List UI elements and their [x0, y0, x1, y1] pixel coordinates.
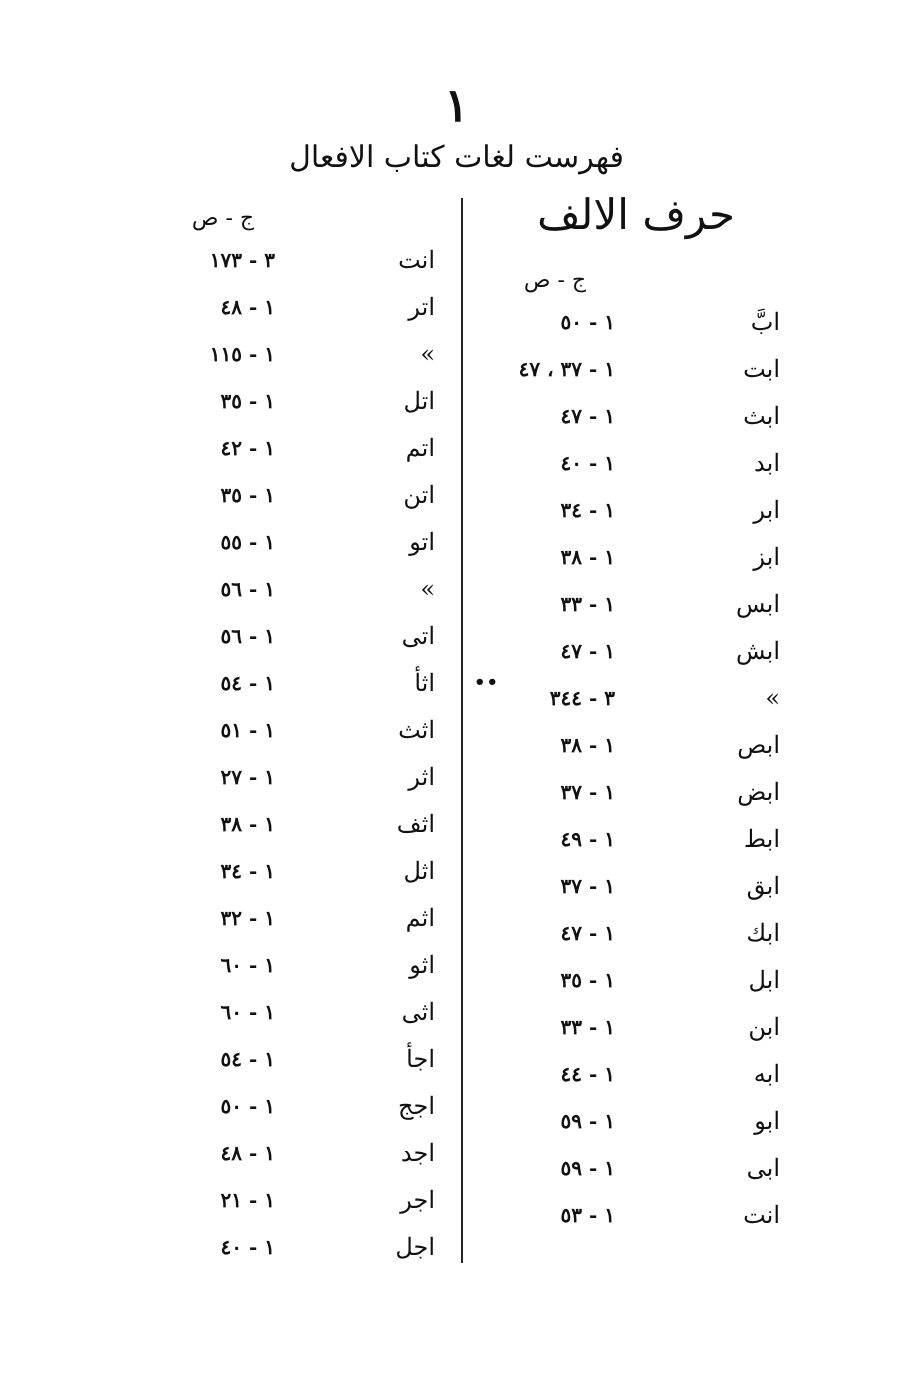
- index-entry: [480, 1054, 780, 1094]
- column-divider: [461, 198, 463, 1263]
- entry-reference: ١ - ٣٥: [220, 483, 275, 507]
- index-entry: [170, 1039, 435, 1079]
- entry-word: اتو: [409, 528, 435, 556]
- index-entry: [170, 992, 435, 1032]
- entry-word: اجد: [400, 1139, 435, 1167]
- entry-reference: ١ - ٥٦: [220, 577, 275, 601]
- entry-word: ابش: [736, 637, 780, 665]
- entry-word: ابث: [743, 402, 780, 430]
- entry-reference: ١ - ٥٠: [220, 1094, 275, 1118]
- entry-reference: ١ - ٥٠: [560, 310, 615, 334]
- index-entry: [480, 819, 780, 859]
- index-entry: [480, 443, 780, 483]
- section-heading: حرف الالف: [537, 190, 735, 239]
- entry-reference: ١ - ٥١: [220, 718, 275, 742]
- index-entry: [170, 1227, 435, 1267]
- index-entry: [170, 475, 435, 515]
- index-entry: [170, 1133, 435, 1173]
- index-entry: [170, 804, 435, 844]
- index-entry: [170, 945, 435, 985]
- entry-word: اثل: [403, 857, 435, 885]
- entry-reference: ١ - ٣٤: [560, 498, 615, 522]
- index-entry: [480, 302, 780, 342]
- index-entry: [170, 522, 435, 562]
- entry-word: اثف: [396, 810, 435, 838]
- index-entry: [170, 710, 435, 750]
- entry-word: اثر: [408, 763, 435, 791]
- entry-reference: ١ - ٤٤: [560, 1062, 615, 1086]
- entry-word: اتم: [405, 434, 435, 462]
- entry-word: ابَّ: [750, 308, 780, 336]
- entry-reference: ١ - ٥٤: [220, 671, 275, 695]
- entry-word: اجأ: [406, 1045, 435, 1073]
- entry-word: انت: [743, 1201, 780, 1229]
- right-column-header: ج - ص: [523, 268, 587, 293]
- entry-reference: ١ - ٤٨: [220, 295, 275, 319]
- entry-reference: ٣ - ١٧٣: [209, 248, 275, 272]
- entry-word: اجل: [395, 1233, 435, 1261]
- entry-word: اجج: [398, 1092, 435, 1120]
- entry-reference: ١ - ٣٧: [560, 780, 615, 804]
- index-entry: [480, 1195, 780, 1235]
- entry-word: ابت: [743, 355, 780, 383]
- entry-word: اثث: [398, 716, 435, 744]
- index-entry: [480, 678, 780, 718]
- entry-word: اجر: [400, 1186, 435, 1214]
- entry-word: ابس: [736, 590, 780, 618]
- entry-word: اثم: [405, 904, 435, 932]
- index-entry: [480, 584, 780, 624]
- entry-reference: ١ - ٤٩: [560, 827, 615, 851]
- index-entry: [170, 569, 435, 609]
- index-entry: [170, 428, 435, 468]
- entry-reference: ١ - ٤٧: [560, 639, 615, 663]
- entry-reference: ١ - ٤٢: [220, 436, 275, 460]
- index-entry: [170, 1086, 435, 1126]
- index-entry: [480, 490, 780, 530]
- entry-reference: ١ - ٤٨: [220, 1141, 275, 1165]
- index-entry: [170, 287, 435, 327]
- entry-word: اثى: [401, 998, 435, 1026]
- index-entry: [480, 349, 780, 389]
- entry-word: ابى: [746, 1154, 780, 1182]
- entry-reference: ١ - ٤٠: [220, 1235, 275, 1259]
- entry-word: اتى: [401, 622, 435, 650]
- page-number: ١: [444, 78, 469, 132]
- entry-word: ابه: [753, 1060, 780, 1088]
- entry-word: ابك: [746, 919, 780, 947]
- index-entry: [170, 898, 435, 938]
- entry-reference: ١ - ٣٧ ، ٤٧: [518, 357, 615, 381]
- index-entry: [480, 960, 780, 1000]
- index-entry: [480, 631, 780, 671]
- entry-word: اتن: [403, 481, 435, 509]
- index-entry: [170, 1180, 435, 1220]
- entry-reference: ١ - ٢٧: [220, 765, 275, 789]
- entry-word: »: [420, 340, 435, 368]
- entry-word: انت: [398, 246, 435, 274]
- stray-mark: ••: [474, 672, 500, 693]
- entry-reference: ١ - ٤٧: [560, 921, 615, 945]
- page-title: فهرست لغات كتاب الافعال: [289, 140, 624, 175]
- entry-reference: ١ - ٣٧: [560, 874, 615, 898]
- entry-word: »: [420, 575, 435, 603]
- index-entry: [170, 616, 435, 656]
- entry-reference: ١ - ٣٥: [560, 968, 615, 992]
- entry-word: ابط: [743, 825, 780, 853]
- entry-reference: ١ - ٥٦: [220, 624, 275, 648]
- index-entry: [480, 396, 780, 436]
- index-entry: [170, 240, 435, 280]
- index-entry: [170, 334, 435, 374]
- entry-reference: ١ - ٢١: [220, 1188, 275, 1212]
- index-entry: [170, 757, 435, 797]
- index-entry: [170, 663, 435, 703]
- index-entry: [480, 537, 780, 577]
- entry-word: ابض: [737, 778, 780, 806]
- entry-reference: ١ - ٥٩: [560, 1156, 615, 1180]
- index-entry: [170, 851, 435, 891]
- entry-reference: ٣ - ٣٤٤: [549, 686, 615, 710]
- index-entry: [480, 1101, 780, 1141]
- entry-word: ابر: [753, 496, 780, 524]
- entry-reference: ١ - ٥٥: [220, 530, 275, 554]
- index-entry: [480, 866, 780, 906]
- entry-reference: ١ - ٦٠: [220, 953, 275, 977]
- index-entry: [480, 772, 780, 812]
- entry-reference: ١ - ٣٣: [560, 592, 615, 616]
- entry-reference: ١ - ٤٧: [560, 404, 615, 428]
- entry-reference: ١ - ٤٠: [560, 451, 615, 475]
- index-entry: [480, 1007, 780, 1047]
- entry-word: اتر: [408, 293, 435, 321]
- entry-word: اثأ: [414, 669, 435, 697]
- entry-word: ابد: [754, 449, 780, 477]
- entry-reference: ١ - ٥٩: [560, 1109, 615, 1133]
- entry-word: ابص: [737, 731, 780, 759]
- entry-reference: ١ - ٣٤: [220, 859, 275, 883]
- entry-word: ابز: [753, 543, 780, 571]
- entry-reference: ١ - ٣٣: [560, 1015, 615, 1039]
- entry-reference: ١ - ٥٤: [220, 1047, 275, 1071]
- entry-reference: ١ - ٣٥: [220, 389, 275, 413]
- entry-word: ابل: [748, 966, 780, 994]
- entry-reference: ١ - ٣٨: [220, 812, 275, 836]
- entry-word: اتل: [403, 387, 435, 415]
- index-entry: [480, 913, 780, 953]
- entry-reference: ١ - ٣٨: [560, 545, 615, 569]
- entry-reference: ١ - ٦٠: [220, 1000, 275, 1024]
- entry-reference: ١ - ١١٥: [209, 342, 275, 366]
- entry-reference: ١ - ٣٨: [560, 733, 615, 757]
- entry-word: اثو: [409, 951, 435, 979]
- entry-reference: ١ - ٥٣: [560, 1203, 615, 1227]
- index-entry: [480, 1148, 780, 1188]
- index-entry: [170, 381, 435, 421]
- entry-word: »: [765, 684, 780, 712]
- entry-word: ابق: [746, 872, 780, 900]
- entry-word: ابن: [748, 1013, 780, 1041]
- entry-word: ابو: [754, 1107, 780, 1135]
- left-column-header: ج - ص: [191, 206, 255, 231]
- entry-reference: ١ - ٣٢: [220, 906, 275, 930]
- index-entry: [480, 725, 780, 765]
